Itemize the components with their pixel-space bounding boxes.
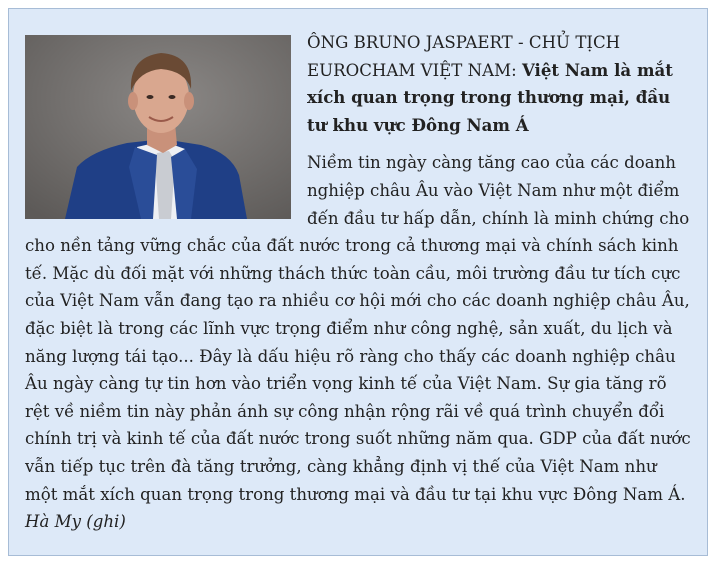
portrait-photo <box>25 35 291 219</box>
person-name: ÔNG BRUNO JASPAERT - CHỦ TỊCH EUROCHAM VIỆT NAM: <box>307 33 621 80</box>
body-text: Niềm tin ngày càng tăng cao của các doanh nghiệp châu Âu vào Việt Nam như một điểm đến đầu tư hấp dẫn, chính là minh chứng cho cho nền tảng vững chắc của đất nước trong cả thương mại và chính sách kinh tế. Mặc dù đối mặt với những thách thức toàn cầu, môi trường đầu tư tích cực của Việt Nam vẫn đang tạo ra nhiều cơ hội mới cho các doanh nghiệp châu Âu, đặc biệt là trong các lĩnh vực trọng điểm như công nghệ, sản xuất, du lịch và năng lượng tái tạo... Đây là dấu hiệu rõ ràng cho thấy các doanh nghiệp châu Âu ngày càng tự tin hơn vào triển vọng kinh tế của Việt Nam. Sự gia tăng rõ rệt về niềm tin này phản ánh sự công nhận rộng rãi về quá trình chuyển đổi chính trị và kinh tế của đất nước trong suốt những năm qua. GDP của đất nước vẫn tiếp tục trên đà tăng trưởng, càng khẳng định vị thế của Việt Nam như một mắt xích quan trọng trong thương mại và đầu tư tại khu vực Đông Nam Á. <box>25 153 691 504</box>
article-box <box>8 8 708 556</box>
headline: Việt Nam là mắt xích quan trọng trong thương mại, đầu tư khu vực Đông Nam Á <box>307 59 673 135</box>
portrait-illustration <box>25 35 291 219</box>
byline: Hà My (ghi) <box>25 512 126 532</box>
